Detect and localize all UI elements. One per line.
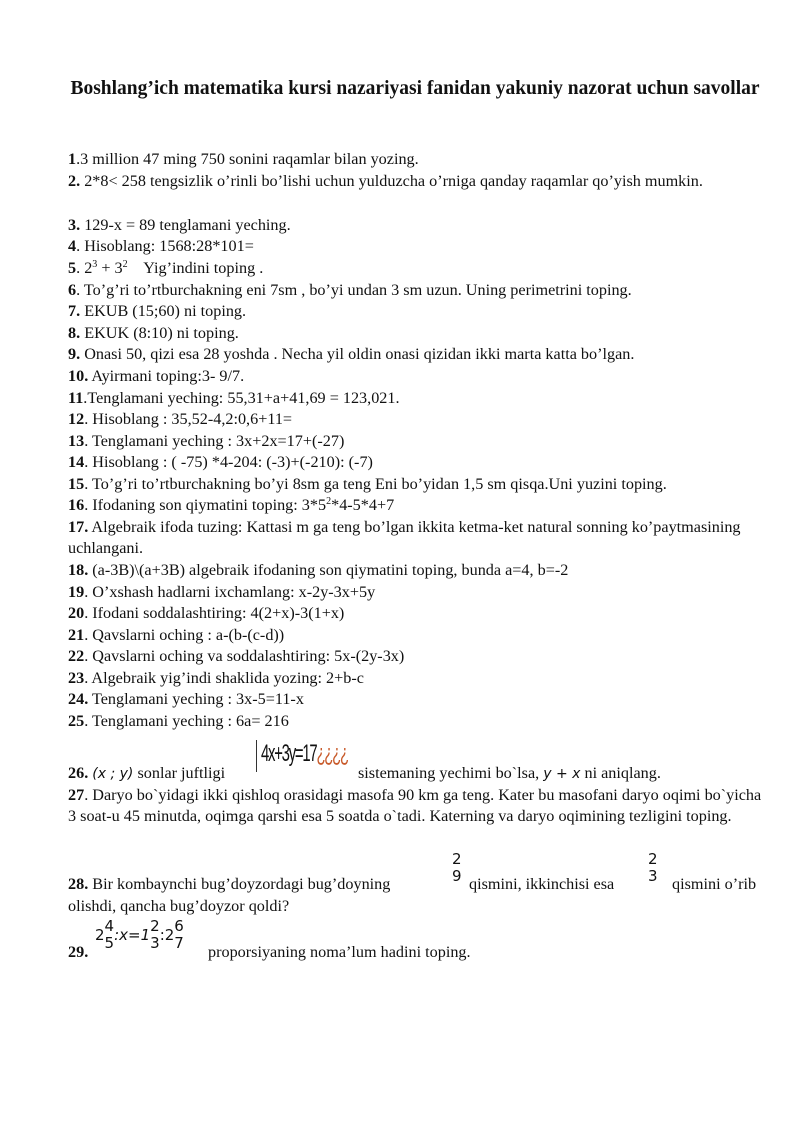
- question-number: 7.: [68, 302, 81, 320]
- fraction-numerator: 2: [452, 850, 462, 868]
- question-text: . Qavslarni oching va soddalashtiring: 5x-(2y-3x): [84, 647, 405, 665]
- question-text: . Qavslarni oching : a-(b-(c-d)): [84, 626, 285, 644]
- fraction-two-thirds: [150, 918, 160, 952]
- question-text: 2*8< 258 tengsizlik o’rinli bo’lishi uchun yulduzcha o’rniga qanday raqamlar qo’yish mumkin.: [80, 172, 703, 190]
- fraction-two-ninths: [452, 851, 462, 885]
- question-number: 4: [68, 237, 77, 255]
- question-28-line2: [68, 896, 289, 917]
- question-number: 27: [68, 786, 85, 804]
- question-number: 23: [68, 669, 85, 687]
- question-4: [68, 236, 254, 257]
- question-text: 129-x = 89 tenglamani yeching.: [80, 216, 291, 234]
- question-text: ni aniqlang.: [580, 764, 661, 782]
- question-text: Tenglamani yeching : 3x-5=11-x: [88, 690, 304, 708]
- question-19: [68, 582, 375, 603]
- question-text: Ayirmani toping:3- 9/7.: [88, 367, 245, 385]
- question-28-end: [672, 874, 756, 895]
- question-11: [68, 388, 400, 409]
- fraction-numerator: 4: [104, 917, 115, 935]
- question-number: 16: [68, 496, 85, 514]
- question-text: . Algebraik yig’indi shaklida yozing: 2+b-c: [84, 669, 364, 687]
- question-22: [68, 646, 404, 667]
- question-21: [68, 625, 284, 646]
- question-number: 21: [68, 626, 85, 644]
- expression: y + x: [543, 766, 581, 782]
- question-26-continued: [358, 763, 661, 785]
- question-text: . Ifodani soddalashtiring: 4(2+x)-3(1+x): [84, 604, 345, 622]
- question-2: [68, 171, 773, 192]
- question-9: [68, 344, 634, 365]
- question-text: (a-3B)\(a+3B) algebraik ifodaning son qiymatini toping, bunda a=4, b=-2: [88, 561, 569, 579]
- question-text: *4-5*4+7: [331, 496, 395, 514]
- question-text: sistemaning yechimi bo`lsa,: [358, 764, 540, 782]
- question-17: [68, 517, 773, 559]
- question-number: 8.: [68, 324, 81, 342]
- fraction-four-fifths: [105, 918, 115, 952]
- question-text: sonlar juftligi: [133, 764, 226, 782]
- question-20: [68, 603, 344, 624]
- question-number: 20: [68, 604, 85, 622]
- question-number: 3.: [68, 216, 81, 234]
- fraction-two-thirds: [648, 851, 658, 885]
- question-text: . To’g’ri to’rtburchakning eni 7sm , bo’yi undan 3 sm uzun. Uning perimetrini toping.: [76, 281, 632, 299]
- question-text: . 2: [76, 259, 93, 277]
- question-18: [68, 560, 568, 581]
- question-text: . Ifodaning son qiymatini toping: 3*5: [84, 496, 327, 514]
- question-text: . Hisoblang : ( -75) *4-204: (-3)+(-210): (-7): [84, 453, 373, 471]
- question-text: + 3: [97, 259, 123, 277]
- page-title: Boshlang’ich matematika kursi nazariyasi fanidan yakuniy nazorat uchun savollar: [70, 78, 760, 99]
- question-24: [68, 689, 304, 710]
- question-15: [68, 474, 667, 495]
- question-number: 19: [68, 583, 85, 601]
- question-text: Bir kombaynchi bug’doyzordagi bug’doyning: [88, 875, 391, 893]
- question-number: 22: [68, 647, 85, 665]
- question-text: .3 million 47 ming 750 sonini raqamlar bilan yozing.: [76, 150, 419, 168]
- question-text: EKUK (8:10) ni toping.: [80, 324, 239, 342]
- question-16: [68, 495, 394, 516]
- question-number: 6: [68, 281, 77, 299]
- question-number: 10.: [68, 367, 89, 385]
- fraction-denominator: 5: [104, 934, 115, 952]
- question-number: 5: [68, 259, 77, 277]
- question-number: 9.: [68, 345, 81, 363]
- question-number: 28.: [68, 875, 89, 893]
- fraction-denominator: 7: [174, 934, 184, 952]
- fraction-denominator: 9: [452, 867, 462, 885]
- question-number: 2.: [68, 172, 81, 190]
- question-text: Yig’indini toping .: [127, 259, 264, 277]
- exponent: 3: [92, 259, 98, 270]
- question-number: 14: [68, 453, 85, 471]
- question-29: [68, 942, 88, 963]
- question-number: 18.: [68, 561, 89, 579]
- question-text: olishdi, qancha bug’doyzor qoldi?: [68, 897, 290, 915]
- question-text: . Hisoblang : 35,52-4,2:0,6+11=: [84, 410, 293, 428]
- question-10: [68, 366, 244, 387]
- proportion-expression: [95, 918, 184, 952]
- question-12: [68, 409, 292, 430]
- question-number: 1: [68, 150, 77, 168]
- question-number: 15: [68, 475, 85, 493]
- question-number: 24.: [68, 690, 89, 708]
- question-text: . To’g’ri to’rtburchakning bo’yi 8sm ga teng Eni bo’yidan 1,5 sm qisqa.Uni yuzini toping.: [84, 475, 667, 493]
- question-text: . Tenglamani yeching : 3x+2x=17+(-27): [84, 432, 345, 450]
- fraction-numerator: 6: [174, 917, 184, 935]
- question-29-text: [208, 942, 471, 963]
- question-number: 17.: [68, 518, 89, 536]
- question-5: [68, 258, 263, 279]
- exponent: 2: [326, 496, 332, 507]
- question-23: [68, 668, 364, 689]
- question-number: 11: [68, 389, 84, 407]
- question-text: qismini, ikkinchisi esa: [469, 875, 615, 893]
- question-text: . Daryo bo`yidagi ikki qishloq orasidagi masofa 90 km ga teng. Kater bu masofani daryo oqimi bo`yicha 3 soat-u 45 minutda, oqimga qarshi esa 5 soatda o`tadi. Katerning va daryo oqimining tezligini toping.: [68, 786, 762, 825]
- question-8: [68, 323, 239, 344]
- question-text: qismini o’rib: [672, 875, 757, 893]
- question-number: 25: [68, 712, 85, 730]
- question-6: [68, 280, 632, 301]
- question-text: Onasi 50, qizi esa 28 yoshda . Necha yil oldin onasi qizidan ikki marta katta bo’lgan.: [80, 345, 635, 363]
- fraction-denominator: 3: [150, 934, 160, 952]
- system-equation-tail: ¿¿¿¿: [316, 740, 348, 767]
- question-28-mid: [469, 874, 614, 895]
- fraction-six-sevenths: [174, 918, 184, 952]
- question-text: Algebraik ifoda tuzing: Kattasi m ga teng bo’lgan ikkita ketma-ket natural sonning ko’paytmasining uchlangani.: [68, 518, 741, 557]
- variable-pair: (x ; y): [92, 766, 134, 782]
- fraction-denominator: 3: [648, 867, 658, 885]
- question-text: . Tenglamani yeching : 6a= 216: [84, 712, 289, 730]
- question-text: . O’xshash hadlarni ixchamlang: x-2y-3x+5y: [84, 583, 376, 601]
- question-28: [68, 874, 390, 895]
- question-text: proporsiyaning noma’lum hadini toping.: [208, 943, 471, 961]
- exponent: 2: [122, 259, 128, 270]
- question-number: 13: [68, 432, 85, 450]
- question-27: [68, 785, 773, 827]
- proportion-separator: :2: [159, 926, 175, 944]
- question-26: [68, 763, 225, 785]
- question-1: [68, 149, 419, 170]
- question-13: [68, 431, 344, 452]
- fraction-numerator: 2: [648, 850, 658, 868]
- question-text: .Tenglamani yeching: 55,31+a+41,69 = 123,021.: [83, 389, 400, 407]
- fraction-numerator: 2: [150, 917, 160, 935]
- question-text: EKUB (15;60) ni toping.: [80, 302, 247, 320]
- question-3: [68, 215, 291, 236]
- question-25: [68, 711, 289, 732]
- proportion-separator: :x=1: [114, 926, 151, 944]
- equation-system: [256, 740, 353, 772]
- mixed-number-whole: 2: [95, 926, 105, 944]
- system-equation: 4x+3y=17: [261, 740, 317, 767]
- question-text: . Hisoblang: 1568:28*101=: [76, 237, 254, 255]
- question-number: 12: [68, 410, 85, 428]
- question-7: [68, 301, 246, 322]
- question-number: 29.: [68, 943, 89, 961]
- question-14: [68, 452, 373, 473]
- question-number: 26.: [68, 764, 89, 782]
